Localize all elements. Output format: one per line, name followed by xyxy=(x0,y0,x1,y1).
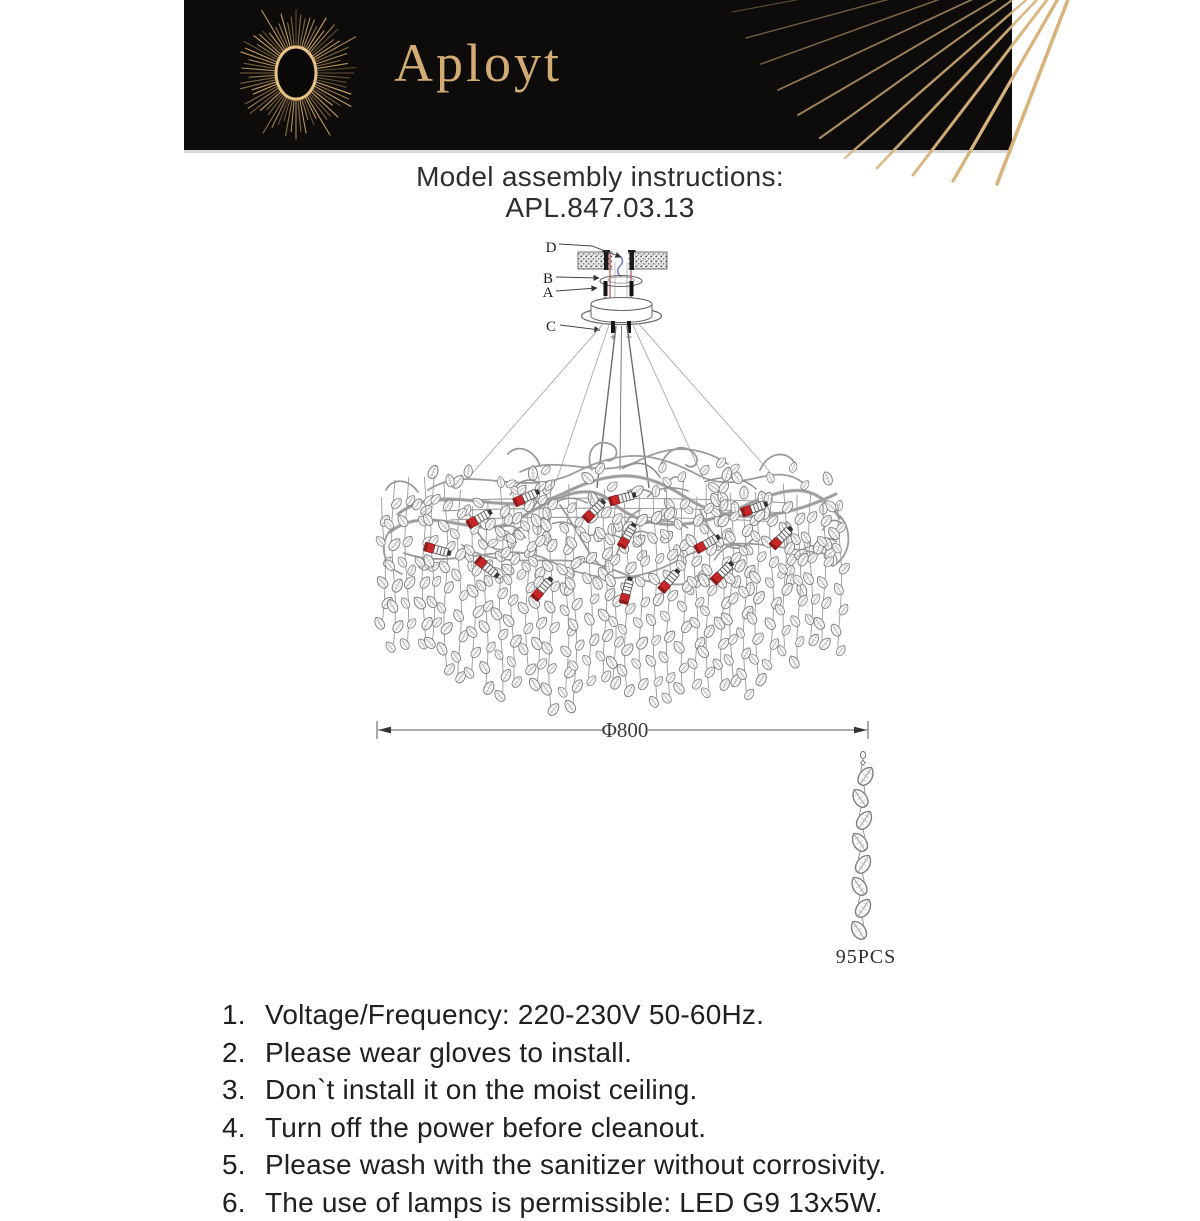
item-text: Please wear gloves to install. xyxy=(265,1034,632,1072)
list-item xyxy=(0,996,1200,1034)
lamp-socket xyxy=(619,576,635,605)
page-title: Model assembly instructions: xyxy=(0,161,1200,192)
list-item xyxy=(0,1034,1200,1072)
banner-art xyxy=(184,0,1012,150)
list-item xyxy=(0,1071,1200,1109)
list-item xyxy=(0,1184,1200,1221)
item-number: 5. xyxy=(222,1146,265,1184)
assembly-diagram xyxy=(330,235,940,970)
label-d: D xyxy=(546,240,557,256)
brand-name: Aployt xyxy=(394,32,562,94)
label-c: C xyxy=(546,319,556,335)
decorative-rays-icon xyxy=(732,0,1089,184)
title-block xyxy=(0,161,1200,223)
item-number: 3. xyxy=(222,1071,265,1109)
model-number: APL.847.03.13 xyxy=(0,192,1200,223)
instruction-list xyxy=(0,996,1200,1221)
brand-banner xyxy=(184,0,1012,153)
label-b: B xyxy=(543,271,553,287)
item-number: 6. xyxy=(222,1184,265,1221)
item-text: Turn off the power before cleanout. xyxy=(265,1109,706,1147)
item-number: 4. xyxy=(222,1109,265,1147)
item-text: Don`t install it on the moist ceiling. xyxy=(265,1071,697,1109)
item-text: Please wash with the sanitizer without corrosivity. xyxy=(265,1146,886,1184)
dimension-label: Φ800 xyxy=(602,718,649,742)
sunburst-center xyxy=(279,50,313,96)
item-number: 2. xyxy=(222,1034,265,1072)
label-a: A xyxy=(543,285,554,301)
list-item xyxy=(0,1109,1200,1147)
crystal-strand-sample xyxy=(848,751,877,942)
item-text: Voltage/Frequency: 220-230V 50-60Hz. xyxy=(265,996,764,1034)
canopy xyxy=(591,298,652,311)
strand-count-label: 95PCS xyxy=(836,946,897,968)
item-number: 1. xyxy=(222,996,265,1034)
item-text: The use of lamps is permissible: LED G9 13x5W. xyxy=(265,1184,883,1221)
list-item xyxy=(0,1146,1200,1184)
ceiling-mount xyxy=(578,250,667,340)
